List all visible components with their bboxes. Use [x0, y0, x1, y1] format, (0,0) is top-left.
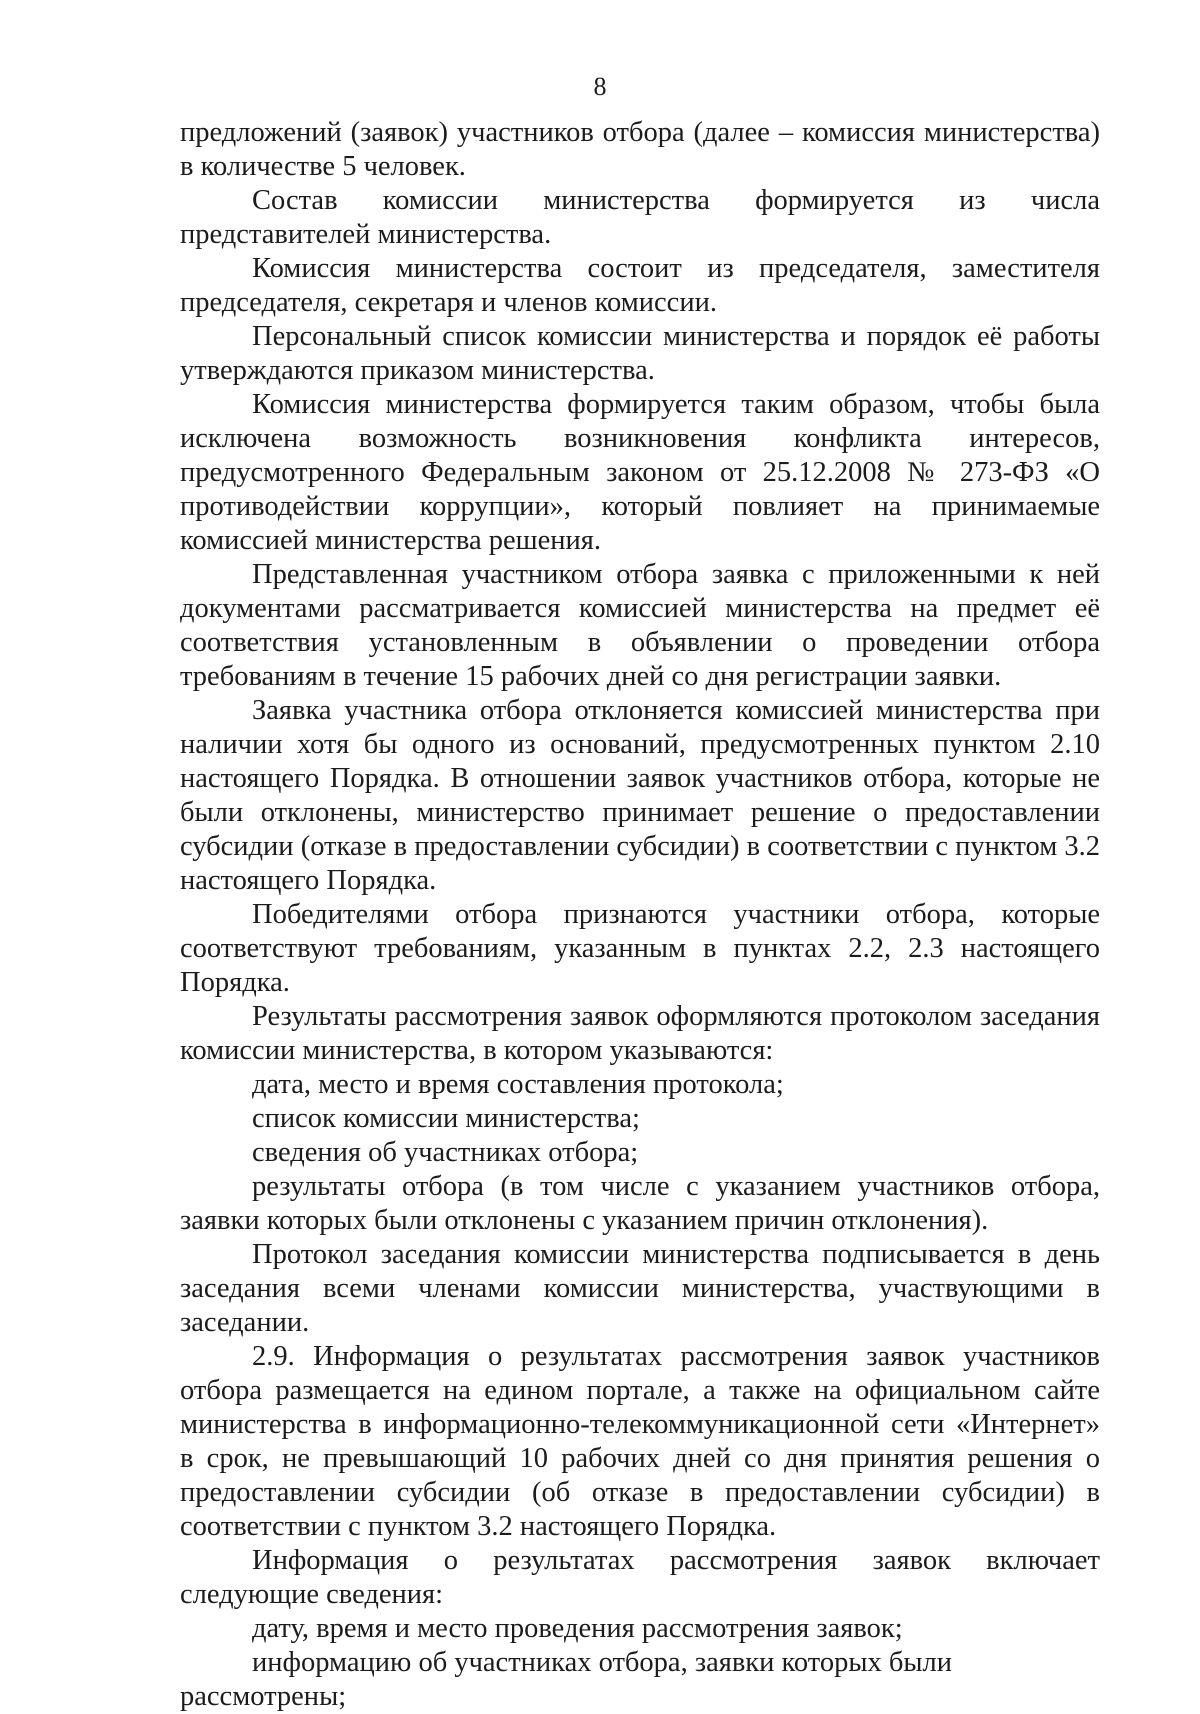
paragraph: Заявка участника отбора отклоняется комиссией министерства при наличии хотя бы одного из оснований, предусмотренных пунктом 2.10 настоящего Порядка. В отношении заявок участников отбора, которые не были отклонены, министерство принимает решение о предоставлении субсидии (отказе в предоставлении субсидии) в соответствии с пунктом 3.2 настоящего Порядка.	[180, 695, 1100, 896]
paragraph: предложений (заявок) участников отбора (далее – комиссия министерства) в количестве 5 человек.	[180, 117, 1100, 182]
list-item: список комиссии министерства;	[252, 1103, 640, 1134]
list-item: информацию об участниках отбора, заявки которых были рассмотрены;	[180, 1647, 953, 1712]
paragraph: Победителями отбора признаются участники отбора, которые соответствуют требованиям, указанным в пунктах 2.2, 2.3 настоящего Порядка.	[180, 899, 1100, 998]
paragraph: Состав комиссии министерства формируется из числа представителей министерства.	[180, 185, 1100, 250]
paragraph: Информация о результатах рассмотрения заявок включает следующие сведения:	[180, 1545, 1100, 1610]
list-item: результаты отбора (в том числе с указанием участников отбора, заявки которых были отклонены с указанием причин отклонения).	[180, 1171, 1100, 1236]
paragraph: Протокол заседания комиссии министерства подписывается в день заседания всеми членами комиссии министерства, участвующими в заседании.	[180, 1239, 1100, 1338]
paragraph: Результаты рассмотрения заявок оформляются протоколом заседания комиссии министерства, в котором указываются:	[180, 1001, 1100, 1066]
page-number: 8	[593, 72, 607, 101]
paragraph: Представленная участником отбора заявка с приложенными к ней документами рассматривается комиссией министерства на предмет её соответствия установленным в объявлении о проведении отбора требованиям в течение 15 рабочих дней со дня регистрации заявки.	[180, 559, 1100, 692]
paragraph: Комиссия министерства формируется таким образом, чтобы была исключена возможность возникновения конфликта интересов, предусмотренного Федеральным законом от 25.12.2008 № 273-ФЗ «О противодействии коррупции», который повлияет на принимаемые комиссией министерства решения.	[180, 389, 1100, 556]
paragraph: Персональный список комиссии министерства и порядок её работы утверждаются приказом министерства.	[180, 321, 1100, 386]
list-item: дата, место и время составления протокола;	[252, 1069, 784, 1100]
list-item: сведения об участниках отбора;	[252, 1137, 639, 1168]
document-body	[180, 116, 1100, 1714]
paragraph: Комиссия министерства состоит из председателя, заместителя председателя, секретаря и членов комиссии.	[180, 253, 1100, 318]
section-paragraph-2-9: 2.9. Информация о результатах рассмотрения заявок участников отбора размещается на едином портале, а также на официальном сайте министерства в информационно-телекоммуникационной сети «Интернет» в срок, не превышающий 10 рабочих дней со дня принятия решения о предоставлении субсидии (об отказе в предоставлении субсидии) в соответствии с пунктом 3.2 настоящего Порядка.	[180, 1341, 1100, 1542]
list-item: дату, время и место проведения рассмотрения заявок;	[252, 1613, 903, 1644]
